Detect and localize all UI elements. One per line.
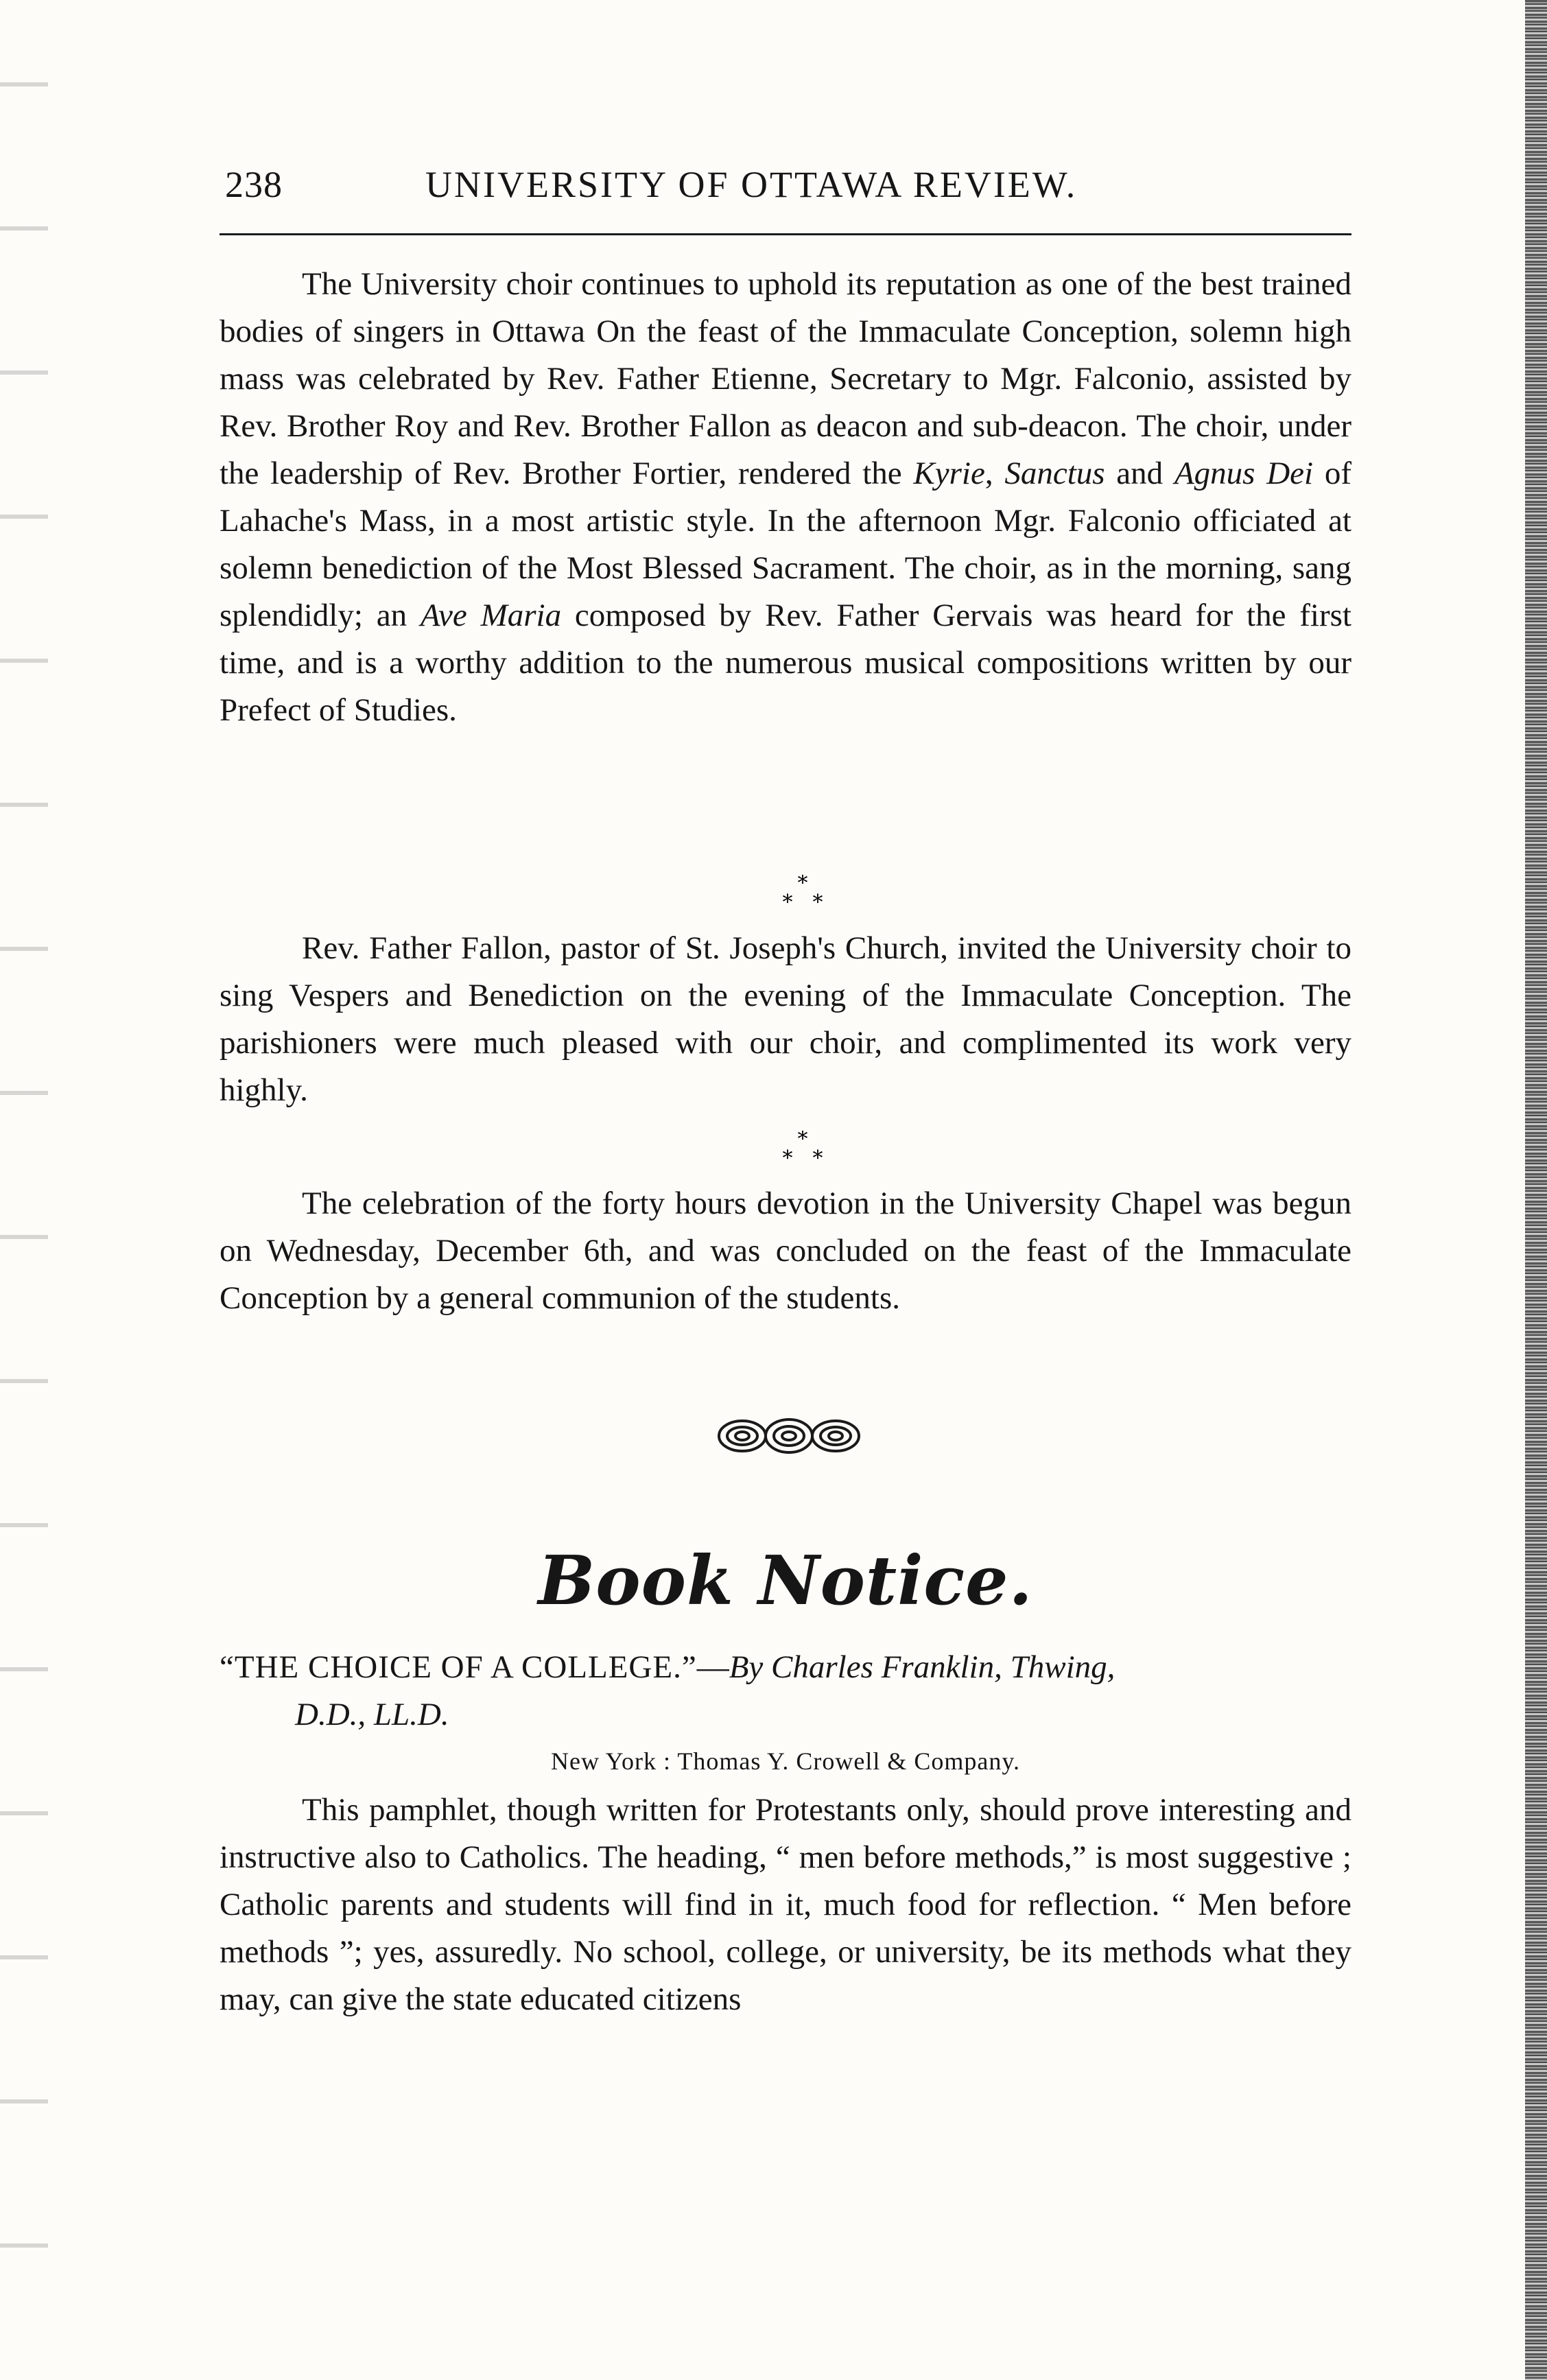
italic-title-run: Ave Maria	[420, 598, 562, 633]
text-run: ,	[984, 456, 1005, 491]
book-citation	[220, 1644, 1351, 1739]
italic-title-run: Kyrie	[913, 456, 985, 491]
text-run: The University choir continues to uphold its reputation as one of the best trained bodies of singers in Ottawa On the feast of the Immaculate Conception, solemn high mass was celebrated by Rev. Father Etienne, Secretary to Mgr. Falconio, assisted by Rev. Brother Roy and Rev. Brother Fallon as deacon and sub-deacon. The choir, under the leadership of Rev. Brother Fortier, rendered the	[220, 266, 1351, 491]
asterism-star-right: *	[812, 1146, 823, 1170]
swirl-ornament	[713, 1415, 864, 1457]
asterism-star-top: *	[797, 1131, 808, 1151]
asterism-divider	[755, 1131, 851, 1172]
italic-title-run: Sanctus	[1004, 456, 1105, 491]
page-header	[220, 163, 1351, 218]
citation-author: By Charles Franklin, Thwing, D.D., LL.D.	[295, 1649, 1115, 1732]
text-run: Rev. Father Fallon, pastor of St. Joseph's Church, invited the University choir to sing Vespers and Benediction on the evening of the Immaculate Conception. The parishioners were much pleased with our choir, and complimented its work very highly.	[220, 930, 1351, 1108]
paragraph-book-review: This pamphlet, though written for Protestants only, should prove interesting and instructive also to Catholics. The heading, “ men before methods,” is most suggestive ; Catholic parents and students will find in it, much food for reflection. “ Men before methods ”; yes, assuredly. No school, college, or university, be its methods what they may, can give the state educated citizens	[220, 1792, 1351, 2017]
paragraph-choir	[220, 261, 1351, 734]
publisher-line: New York : Thomas Y. Crowell & Company.	[550, 1747, 1020, 1775]
header-rule	[220, 233, 1351, 235]
asterism-divider	[755, 875, 851, 916]
text-run: The celebration of the forty hours devotion in the University Chapel was begun on Wednesday, December 6th, and was concluded on the feast of the Immaculate Conception by a general communion of the students.	[220, 1186, 1351, 1316]
citation-dash: —	[696, 1649, 729, 1685]
section-heading: Book Notice.	[538, 1542, 1033, 1621]
citation-title: “THE CHOICE OF A COLLEGE.”	[220, 1649, 697, 1685]
asterism-star-left: *	[782, 891, 793, 915]
asterism-star-right: *	[812, 891, 823, 915]
text-run: of Lahache's Mass, in a most artistic style. In the afternoon Mgr. Falconio officiated at solemn benediction of the Most Blessed Sacrament. The choir, as in the morning, sang splendidly; an	[220, 456, 1351, 633]
right-binding-edge	[1525, 0, 1547, 2380]
left-margin-specks	[0, 0, 48, 2380]
page-number: 238	[225, 164, 283, 205]
italic-title-run: Agnus Dei	[1174, 456, 1314, 491]
running-title: UNIVERSITY OF OTTAWA REVIEW.	[425, 164, 1078, 205]
paragraph-forty-hours	[220, 1180, 1351, 1322]
asterism-star-left: *	[782, 1146, 793, 1170]
paragraph-vespers	[220, 925, 1351, 1114]
text-run: composed by Rev. Father Gervais was heard for the first time, and is a worthy addition to the numerous musical compositions written by our Prefect of Studies.	[220, 598, 1351, 728]
text-run: and	[1105, 456, 1174, 491]
asterism-star-top: *	[797, 875, 808, 895]
